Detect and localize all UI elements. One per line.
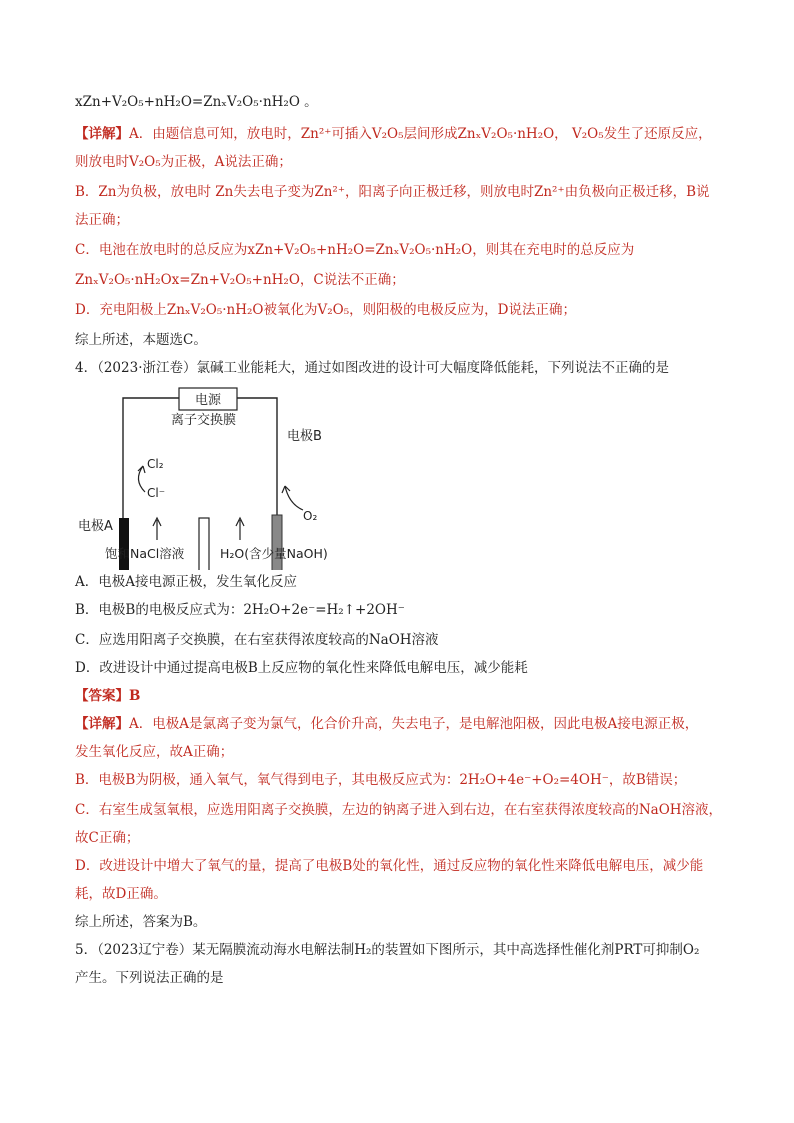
electrode-b	[272, 515, 282, 570]
q4-answer: 【答案】B	[75, 688, 141, 704]
q4-detail-d-line1: D．改进设计中增大了氧气的量，提高了电极B处的氧化性，通过反应物的氧化性来降低电解电压，减少能	[75, 858, 704, 874]
wire-right	[237, 398, 277, 518]
electrode-b-label: 电极B	[287, 429, 322, 444]
q4-option-d: D．改进设计中通过提高电极B上反应物的氧化性来降低电解电压，减少能耗	[75, 660, 528, 676]
cl2-label: Cl₂	[147, 457, 164, 471]
electrode-a	[119, 518, 129, 570]
q4-detail-c-line2: 故C正确；	[75, 830, 140, 846]
left-solution-label: 饱和NaCl溶液	[105, 546, 185, 561]
o2-arrow	[285, 486, 303, 510]
cl-minus-label: Cl⁻	[147, 486, 166, 500]
q3-summary: 综上所述，本题选C。	[75, 332, 207, 348]
electrode-a-label: 电极A	[78, 519, 113, 534]
q3-detail-b-line1: B．Zn为负极，放电时 Zn失去电子变为Zn²⁺，阳离子向正极迁移，则放电时Zn²⁺由负极向正极迁移，B说	[75, 184, 710, 200]
equation-line: xZn+V₂O₅+nH₂O=ZnₓV₂O₅·nH₂O 。	[75, 94, 318, 110]
detail-tag: 【详解】	[75, 716, 129, 732]
o2-label: O₂	[303, 509, 318, 523]
q3-detail-c-line2: ZnₓV₂O₅·nH₂Ox=Zn+V₂O₅+nH₂O，C说法不正确；	[75, 272, 405, 288]
q4-option-a: A．电极A接电源正极，发生氧化反应	[75, 574, 297, 590]
q3-detail-b-line2: 法正确；	[75, 212, 129, 228]
q4-option-c: C．应选用阳离子交换膜，在右室获得浓度较高的NaOH溶液	[75, 632, 439, 648]
right-solution-label: H₂O(含少量NaOH)	[220, 546, 328, 561]
power-source-label: 电源	[194, 393, 222, 408]
membrane-label: 离子交换膜	[171, 413, 237, 428]
q4-detail-a-line1	[75, 714, 698, 734]
ion-exchange-membrane	[199, 518, 209, 570]
detail-tag: 【详解】	[75, 126, 129, 142]
q4-option-b: B．电极B的电极反应式为：2H₂O+2e⁻=H₂↑+2OH⁻	[75, 602, 405, 618]
q5-stem-line1: 5．（2023辽宁卷）某无隔膜流动海水电解法制H₂的装置如下图所示，其中高选择性催化剂PRT可抑制O₂	[75, 942, 700, 958]
q4-summary: 综上所述，答案为B。	[75, 914, 207, 930]
q4-detail-d-line2: 耗，故D正确。	[75, 886, 167, 902]
q4-stem: 4．（2023·浙江卷）氯碱工业能耗大，通过如图改进的设计可大幅度降低能耗，下列说法不正确的是	[75, 360, 669, 376]
q4-detail-a-text: A．电极A是氯离子变为氯气，化合价升高，失去电子，是电解池阳极，因此电极A接电源正极，	[129, 716, 699, 732]
electrolysis-diagram	[75, 380, 375, 570]
q4-detail-a-line2: 发生氧化反应，故A正确；	[75, 744, 234, 760]
q3-detail-c-line1: C．电池在放电时的总反应为xZn+V₂O₅+nH₂O=ZnₓV₂O₅·nH₂O，则其在充电时的总反应为	[75, 242, 635, 258]
q3-detail-a-line1	[75, 124, 712, 144]
q3-detail-a-line2: 则放电时V₂O₅为正极，A说法正确；	[75, 154, 292, 170]
q3-detail-d-line: D．充电阳极上ZnₓV₂O₅·nH₂O被氧化为V₂O₅，则阳极的电极反应为，D说法正确；	[75, 302, 576, 318]
q4-detail-c-line1: C．右室生成氢氧根，应选用阳离子交换膜，左边的钠离子进入到右边，在右室获得浓度较高的NaOH溶液，	[75, 802, 723, 818]
q5-stem-line2: 产生。下列说法正确的是	[75, 970, 224, 986]
q3-detail-a-text: A．由题信息可知，放电时，Zn²⁺可插入V₂O₅层间形成ZnₓV₂O₅·nH₂O， V₂O₅发生了还原反应，	[129, 126, 712, 142]
q4-detail-b-line: B．电极B为阴极，通入氧气，氧气得到电子，其电极反应式为：2H₂O+4e⁻+O₂=4OH⁻，故B错误；	[75, 772, 687, 788]
